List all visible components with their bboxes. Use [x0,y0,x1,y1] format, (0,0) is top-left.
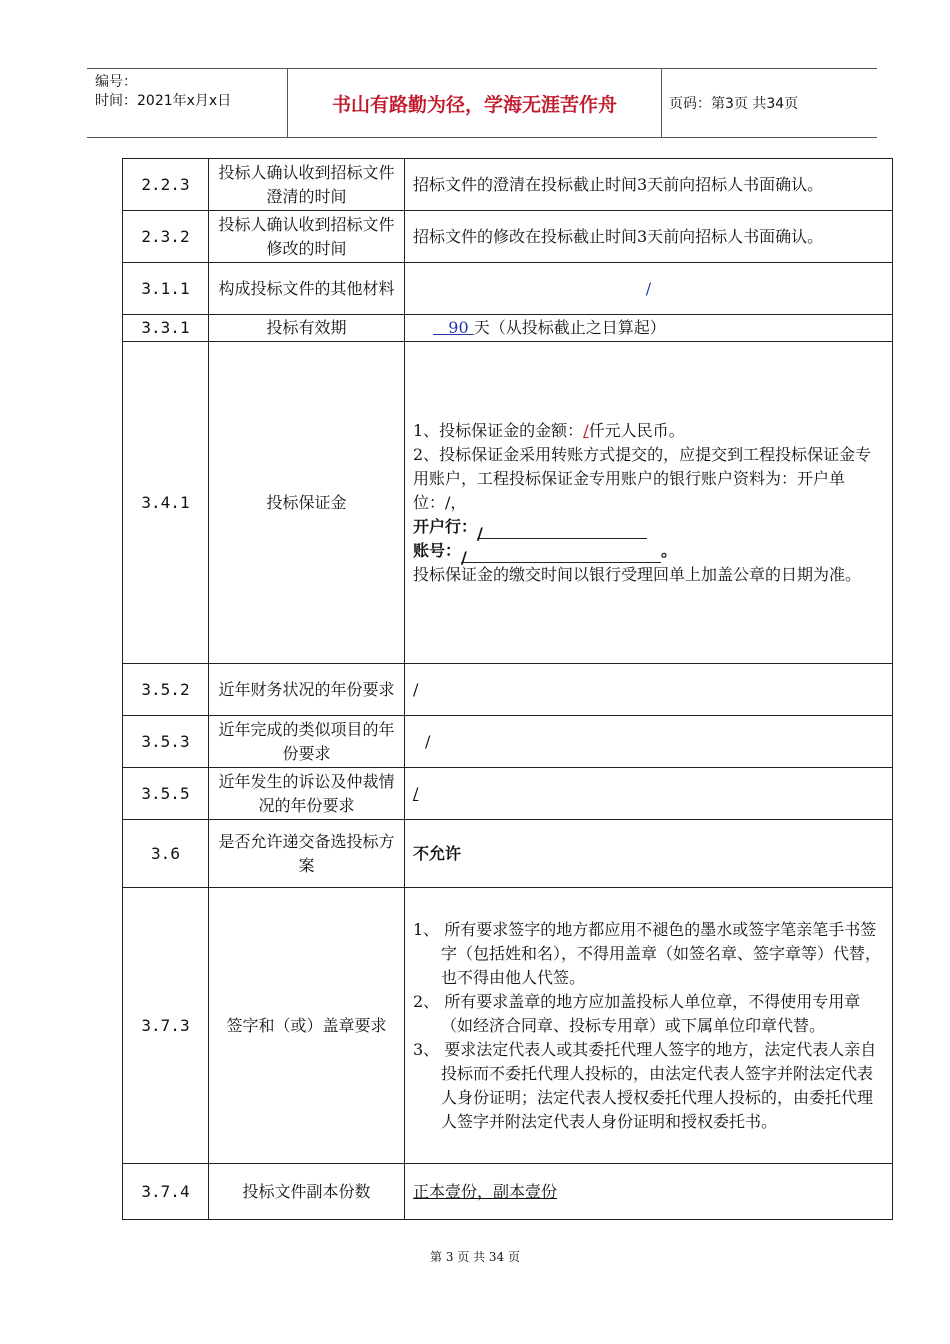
row-content: 招标文件的修改在投标截止时间3天前向招标人书面确认。 [405,211,893,263]
table-row [123,768,893,820]
table-row [123,1164,893,1220]
row-content: / [405,664,893,716]
row-content [405,888,893,1164]
row-item: 投标文件副本份数 [209,1164,405,1220]
header-page-info: 页码：第3页 共34页 [669,96,799,112]
row-content: / [405,768,893,820]
row-code: 3.5.5 [123,768,209,820]
header-motto: 书山有路勤为径，学海无涯苦作舟 [287,69,662,137]
row-code: 2.2.3 [123,159,209,211]
row-code: 3.7.3 [123,888,209,1164]
table-row [123,315,893,342]
row-item: 是否允许递交备选投标方案 [209,820,405,888]
row-code: 3.6 [123,820,209,888]
row-code: 3.4.1 [123,342,209,664]
row-code: 3.5.2 [123,664,209,716]
header-meta [95,73,287,111]
signature-requirements-list [413,918,884,1134]
row-item: 投标人确认收到招标文件澄清的时间 [209,159,405,211]
table-row [123,716,893,768]
bank-line: 开户行：/ [413,515,884,539]
row-item: 投标人确认收到招标文件修改的时间 [209,211,405,263]
table-row [123,664,893,716]
row-content: 不允许 [405,820,893,888]
table-row [123,342,893,664]
validity-suffix: 天（从投标截止之日算起） [473,318,666,337]
slash-mark: / [645,278,652,298]
row-item: 近年财务状况的年份要求 [209,664,405,716]
page-header [87,68,877,138]
table-row [123,888,893,1164]
list-item: 2、 所有要求盖章的地方应加盖投标人单位章，不得使用专用章（如经济合同章、投标专用章）或下属单位印章代替。 [413,991,861,1035]
row-code: 3.3.1 [123,315,209,342]
number-label: 编号： [95,74,137,90]
bid-data-table [122,158,893,1220]
account-line: 账号：/ 。 [413,540,678,567]
table-row [123,211,893,263]
row-content [405,342,893,664]
list-item: 1、 所有要求签字的地方都应用不褪色的墨水或签字笔亲笔手书签字（包括姓和名），不得用盖章（如签名章、签字章等）代替，也不得由他人代签。 [413,919,882,987]
row-content [405,315,893,342]
row-item: 构成投标文件的其他材料 [209,263,405,315]
deposit-amount-line: 1、投标保证金的金额：/仟元人民币。 [413,420,685,440]
row-code: 3.1.1 [123,263,209,315]
deposit-time-line: 投标保证金的缴交时间以银行受理回单上加盖公章的日期为准。 [413,564,862,584]
row-code: 3.5.3 [123,716,209,768]
validity-days: 90 [448,318,469,337]
table-row [123,263,893,315]
row-item: 投标保证金 [209,342,405,664]
row-item: 近年完成的类似项目的年份要求 [209,716,405,768]
row-code: 2.3.2 [123,211,209,263]
deposit-method-line: 2、投标保证金采用转账方式提交的，应提交到工程投标保证金专用账户，工程投标保证金专用账户的银行账户资料为：开户单位：/， [413,444,872,512]
row-content [405,263,893,315]
table-row [123,159,893,211]
row-item: 近年发生的诉讼及仲裁情况的年份要求 [209,768,405,820]
row-item: 投标有效期 [209,315,405,342]
row-item: 签字和（或）盖章要求 [209,888,405,1164]
list-item: 3、 要求法定代表人或其委托代理人签字的地方，法定代表人亲自投标而不委托代理人投标的，由法定代表人签字并附法定代表人身份证明；法定代表人授权委托代理人投标的，由委托代理人签字并附法定代表人身份证明和授权委托书。 [413,1039,877,1131]
time-label: 时间：2021年x月x日 [95,93,232,109]
page-footer: 第 3 页 共 34 页 [430,1250,520,1264]
row-code: 3.7.4 [123,1164,209,1220]
table-row [123,820,893,888]
row-content: / [405,716,893,768]
row-content: 招标文件的澄清在投标截止时间3天前向招标人书面确认。 [405,159,893,211]
row-content: 正本壹份，副本壹份 [405,1164,893,1220]
